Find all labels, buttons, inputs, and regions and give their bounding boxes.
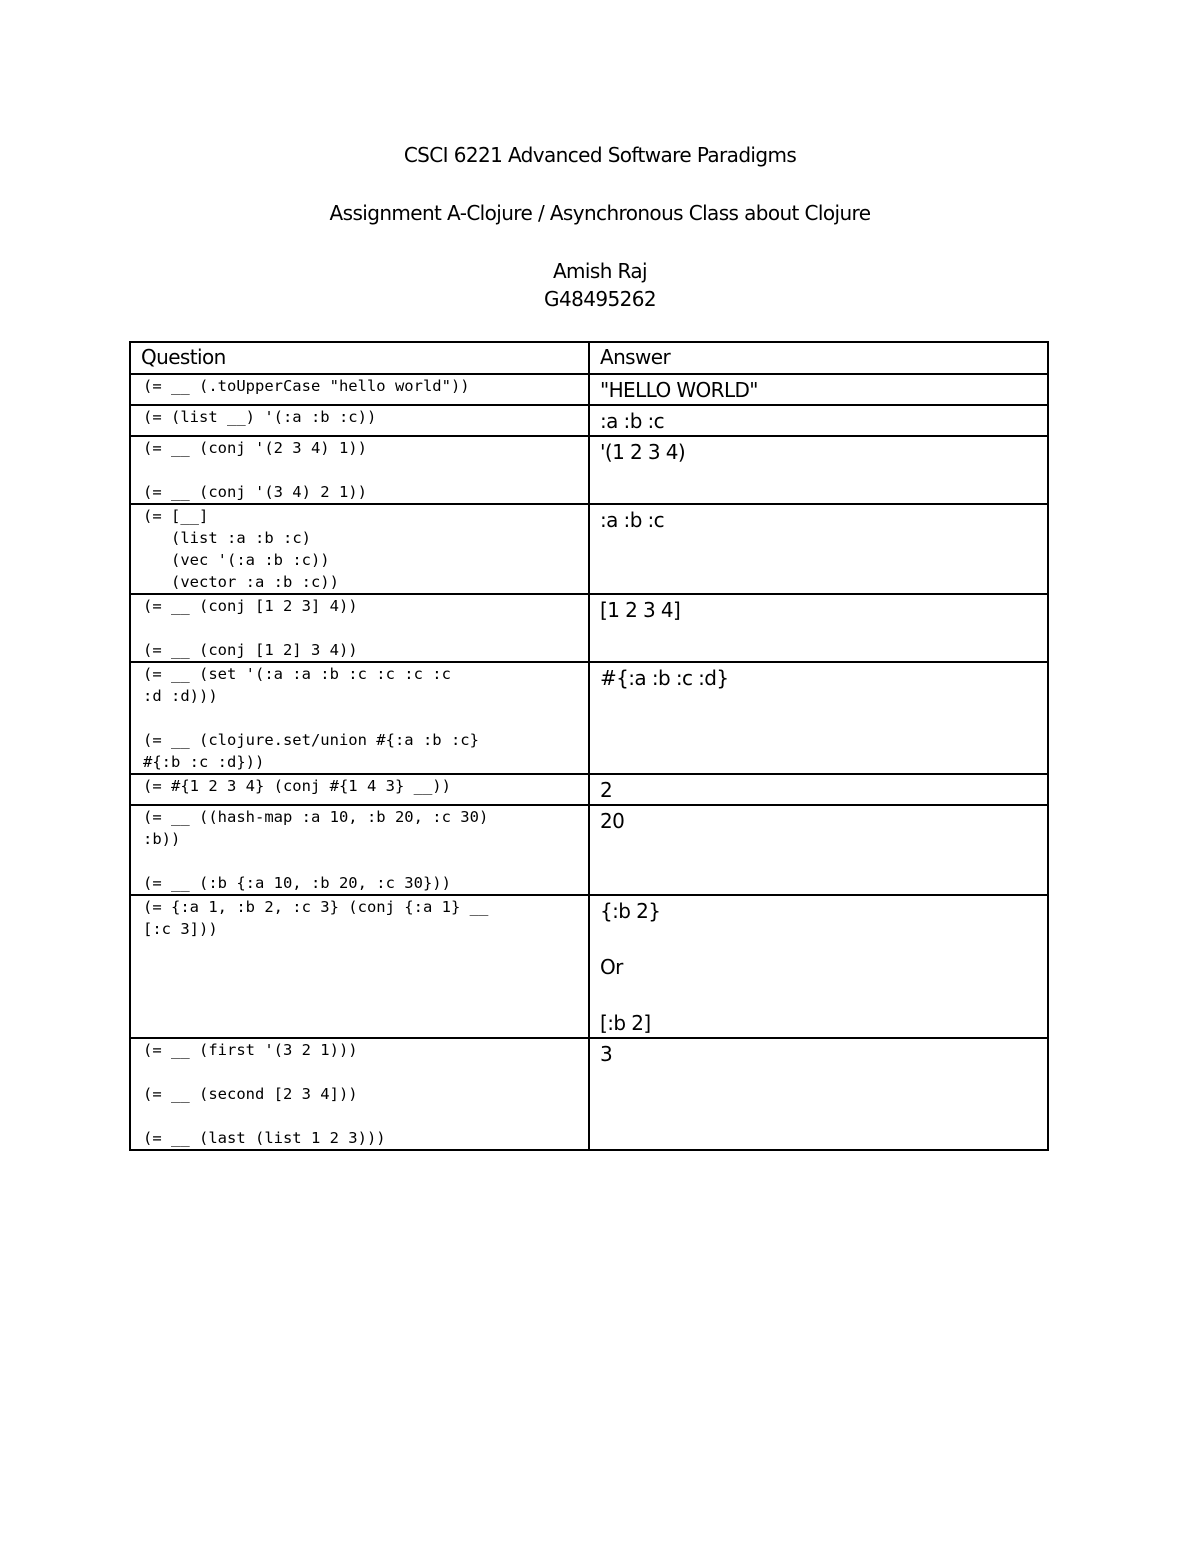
answer-cell [589,1038,1048,1150]
answer-text-line: :a :b :c [600,508,665,532]
answer-text-line: '(1 2 3 4) [600,440,686,464]
answer-header: Answer [589,342,1048,374]
question-cell [130,594,589,662]
table-row [130,374,1048,405]
answer-text-line: [1 2 3 4] [600,598,681,622]
answer-text-line: "HELLO WORLD" [600,378,758,402]
question-code-line: (= __ (conj [1 2 3] 4)) [143,597,358,615]
table-row [130,504,1048,594]
assignment-title: Assignment A-Clojure / Asynchronous Class about Clojure [329,201,871,225]
answer-text-line: 20 [600,809,625,833]
question-cell [130,405,589,436]
question-code-line: (= __ (:b {:a 10, :b 20, :c 30})) [143,874,451,892]
answer-cell [589,662,1048,774]
answer-cell [589,774,1048,805]
answer-text-line [600,981,1037,1009]
table-row [130,805,1048,895]
question-code-line: (= __ ((hash-map :a 10, :b 20, :c 30) [143,808,489,826]
question-code-line: #{:b :c :d})) [143,753,265,771]
question-code-line: (vector :a :b :c)) [143,573,339,591]
answer-cell [589,895,1048,1038]
question-code-line [143,1105,582,1127]
answer-text-line: [:b 2] [600,1011,651,1035]
question-cell [130,504,589,594]
question-code-line: (= #{1 2 3 4} (conj #{1 4 3} __)) [143,777,451,795]
answer-cell [589,504,1048,594]
question-code-line: (= __ (set '(:a :a :b :c :c :c :c [143,665,451,683]
answer-text-line [600,925,1037,953]
question-code-line [143,962,582,984]
question-code-line: (= {:a 1, :b 2, :c 3} (conj {:a 1} __ [143,898,489,916]
question-code-line [143,850,582,872]
answer-cell [589,805,1048,895]
table-row [130,774,1048,805]
answer-text-line: #{:a :b :c :d} [600,666,729,690]
question-code-line: (= [__] [143,507,209,525]
question-code-line: (= __ (conj '(2 3 4) 1)) [143,439,367,457]
answer-cell [589,436,1048,504]
question-cell [130,662,589,774]
question-code-line [143,940,582,962]
answer-text-line: :a :b :c [600,409,665,433]
question-code-line: (= __ (second [2 3 4])) [143,1085,358,1103]
question-code-line [143,459,582,481]
question-code-line: (= __ (clojure.set/union #{:a :b :c} [143,731,479,749]
question-code-line [143,1006,582,1028]
question-code-line [143,1061,582,1083]
table-row [130,436,1048,504]
answer-cell [589,594,1048,662]
table-row [130,662,1048,774]
question-code-line: (= __ (conj '(3 4) 2 1)) [143,483,367,501]
table-header-row [130,342,1048,374]
table-row [130,895,1048,1038]
question-code-line: (= __ (first '(3 2 1))) [143,1041,358,1059]
question-code-line [143,707,582,729]
question-code-line: (= __ (.toUpperCase "hello world")) [143,377,470,395]
answer-text-line: {:b 2} [600,899,661,923]
student-id: G48495262 [544,287,656,311]
answer-cell [589,374,1048,405]
question-code-line: (vec '(:a :b :c)) [143,551,330,569]
question-code-line: :b)) [143,830,181,848]
question-cell [130,374,589,405]
answer-cell [589,405,1048,436]
answer-text-line: 2 [600,778,613,802]
answer-text-line: Or [600,955,623,979]
question-code-line: :d :d))) [143,687,218,705]
table-row [130,405,1048,436]
qa-table [129,341,1049,1151]
question-cell [130,895,589,1038]
question-code-line [143,617,582,639]
course-title: CSCI 6221 Advanced Software Paradigms [403,143,797,167]
student-name: Amish Raj [552,259,648,283]
table-row [130,594,1048,662]
question-cell [130,1038,589,1150]
question-cell [130,805,589,895]
question-code-line: [:c 3])) [143,920,218,938]
table-row [130,1038,1048,1150]
question-code-line: (= (list __) '(:a :b :c)) [143,408,377,426]
question-code-line: (list :a :b :c) [143,529,311,547]
question-cell [130,774,589,805]
question-cell [130,436,589,504]
answer-text-line: 3 [600,1042,613,1066]
question-code-line [143,984,582,1006]
question-code-line: (= __ (conj [1 2] 3 4)) [143,641,358,659]
question-code-line: (= __ (last (list 1 2 3))) [143,1129,386,1147]
qa-table-body [130,374,1048,1150]
question-header: Question [130,342,589,374]
